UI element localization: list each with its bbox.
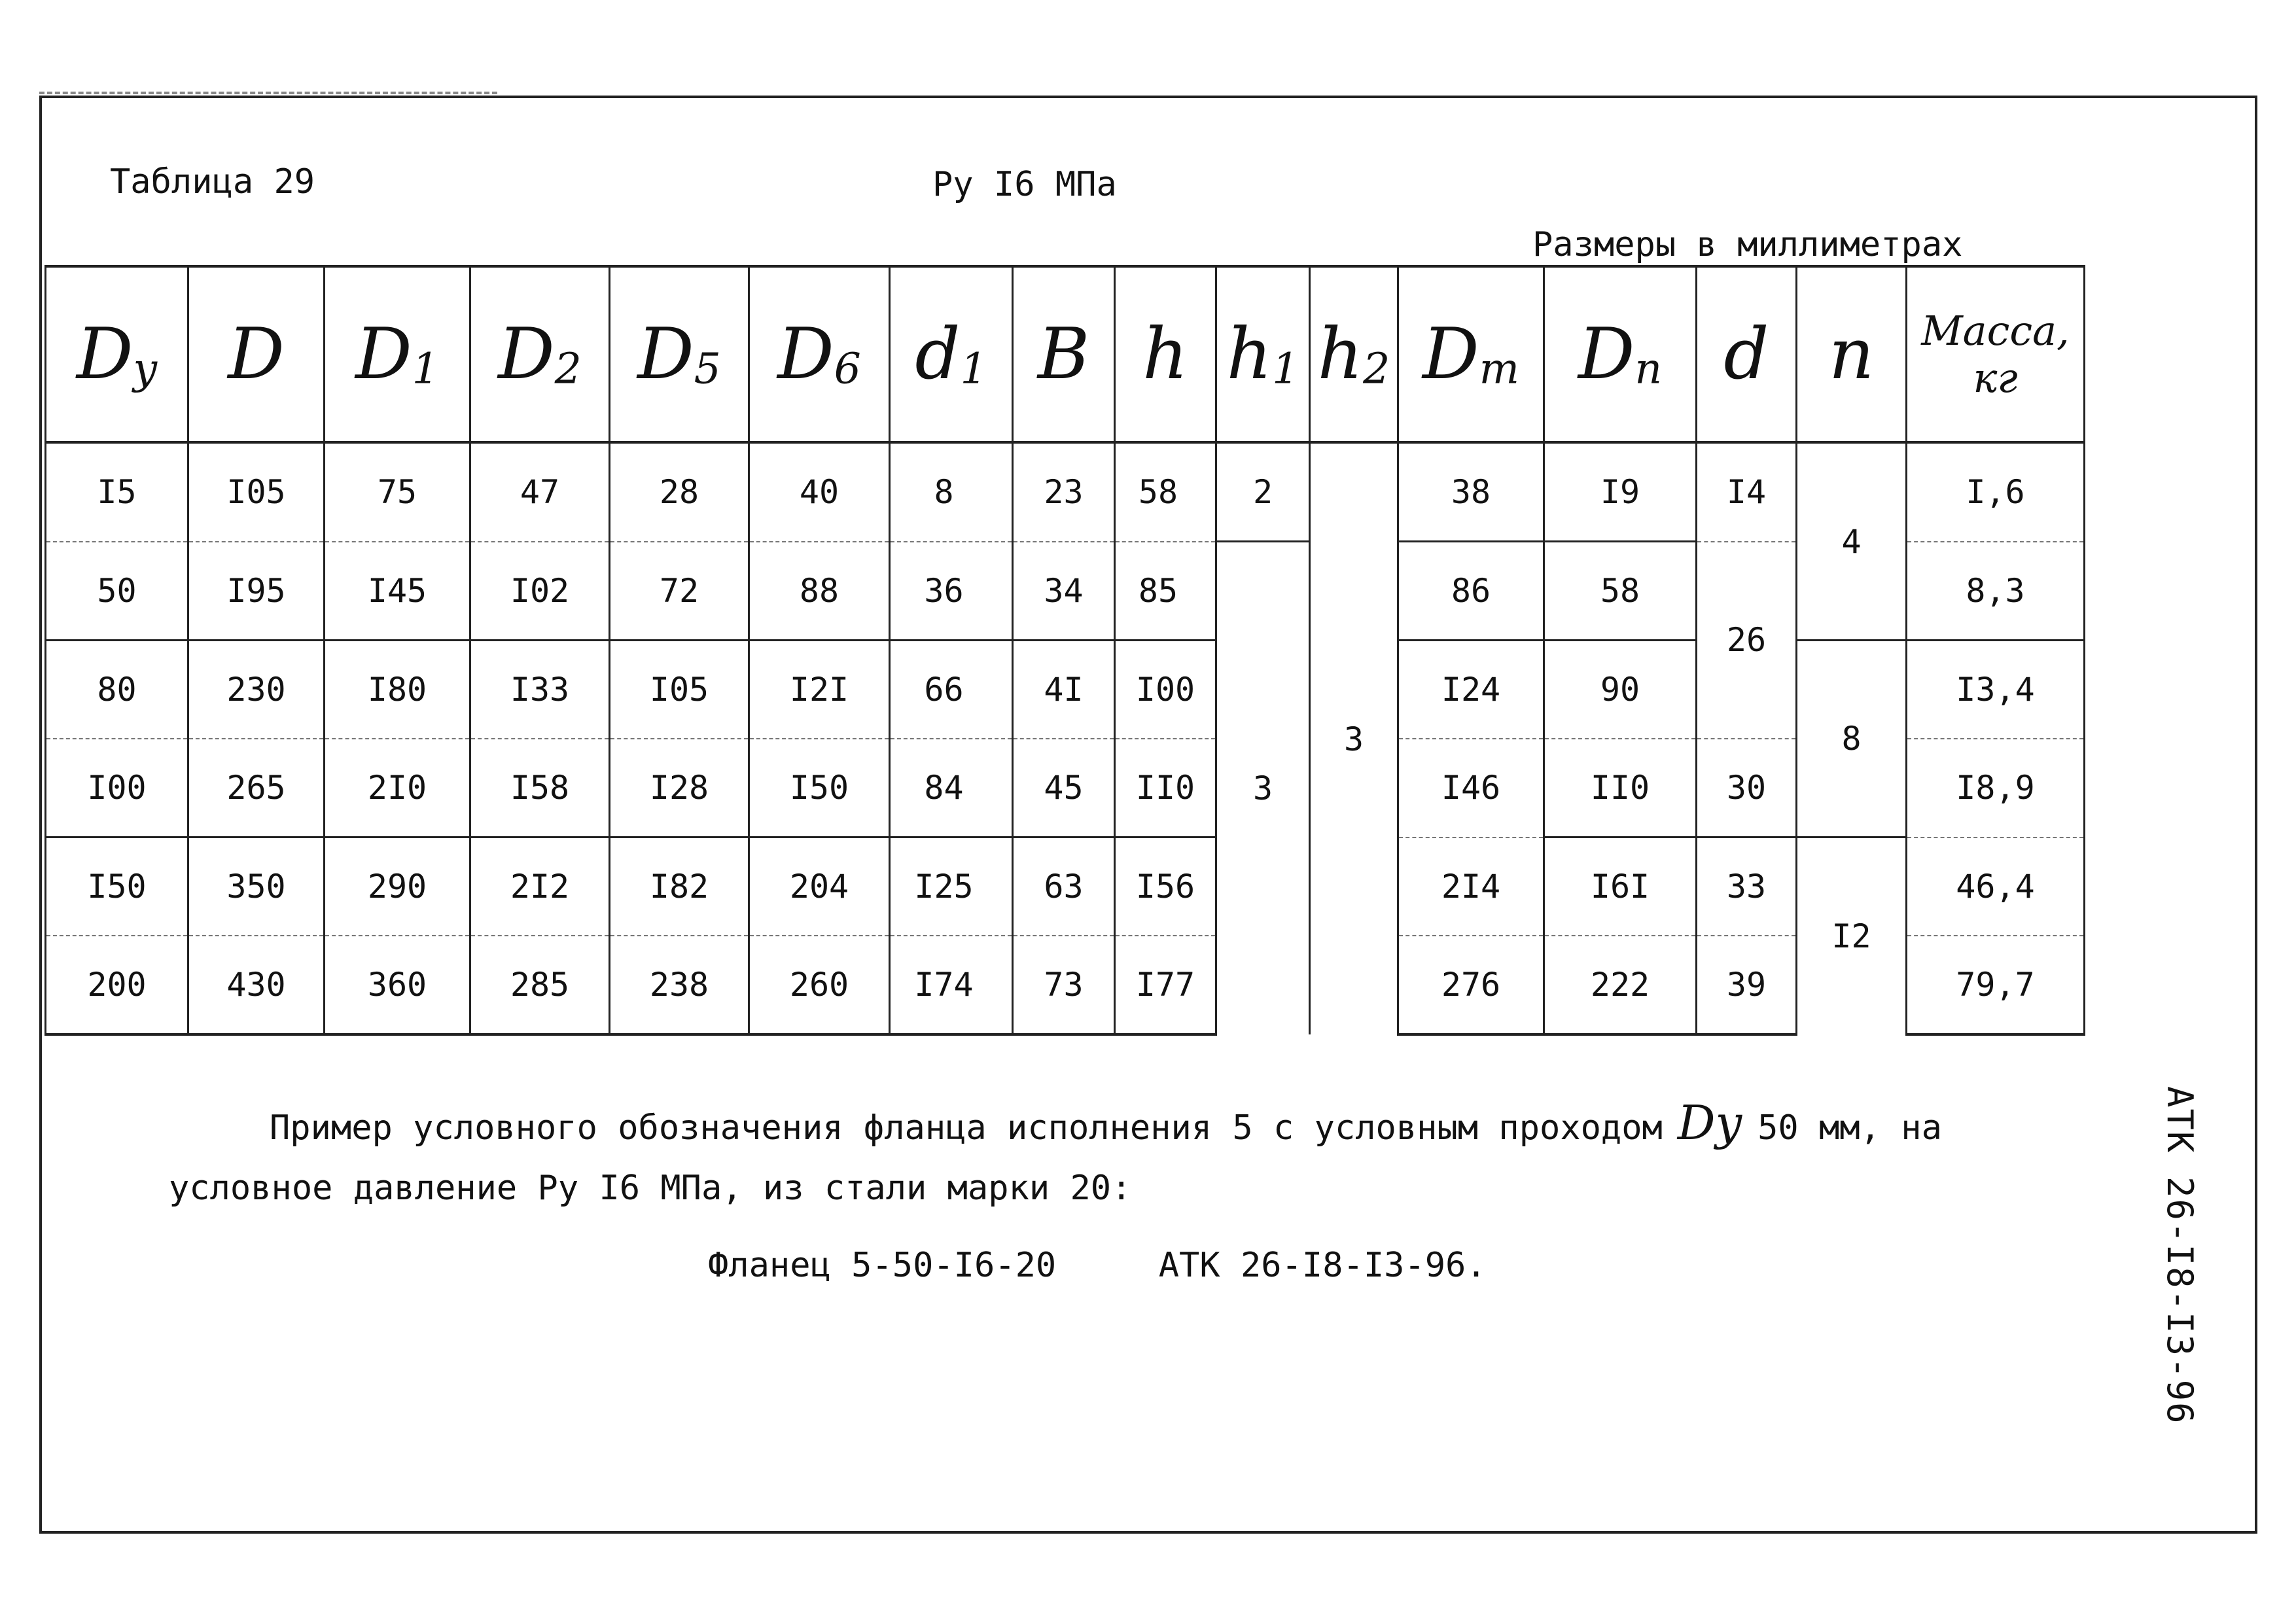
cell-h1-first: 2 — [1216, 442, 1310, 542]
col-header-d2: D2 — [470, 266, 610, 442]
cell-h: I77 — [1115, 936, 1216, 1034]
cell-small-d1: 36 — [890, 542, 1013, 641]
cell-small-d: I4 — [1697, 442, 1797, 542]
cell-dn: I9 — [1544, 442, 1697, 542]
cell-h2: 3 — [1310, 442, 1398, 1034]
cell-h: 58 — [1115, 442, 1216, 542]
table-label: Таблица 29 — [110, 162, 315, 202]
col-header-d5: D5 — [610, 266, 749, 442]
cell-dy: I5 — [46, 442, 188, 542]
table-row — [46, 936, 2085, 1034]
cell-b: 63 — [1013, 837, 1115, 936]
cell-d2: I33 — [470, 641, 610, 739]
cell-mass: 8,3 — [1907, 542, 2085, 641]
cell-mass: I3,4 — [1907, 641, 2085, 739]
cell-dm: I46 — [1398, 739, 1544, 837]
cell-small-d: 33 — [1697, 837, 1797, 936]
col-header-b: B — [1013, 266, 1115, 442]
col-header-small-d: d — [1697, 266, 1797, 442]
cell-small-d1: 8 — [890, 442, 1013, 542]
cell-dy: 80 — [46, 641, 188, 739]
flange-dimensions-table — [44, 265, 2085, 1036]
table-row — [46, 837, 2085, 936]
col-header-h: h — [1115, 266, 1216, 442]
cell-d1: 2I0 — [325, 739, 470, 837]
cell-small-d: 30 — [1697, 739, 1797, 837]
side-document-code: АТК 26-I8-I3-96 — [2159, 1086, 2200, 1425]
cell-d5: I82 — [610, 837, 749, 936]
cell-mass: I,6 — [1907, 442, 2085, 542]
cell-d: 265 — [188, 739, 325, 837]
cell-dm: 276 — [1398, 936, 1544, 1034]
cell-dn: 58 — [1544, 542, 1697, 641]
cell-small-d: 39 — [1697, 936, 1797, 1034]
cell-h: I00 — [1115, 641, 1216, 739]
cell-d2: 2I2 — [470, 837, 610, 936]
cell-d2: I58 — [470, 739, 610, 837]
col-header-h1: h1 — [1216, 266, 1310, 442]
cell-dn: 90 — [1544, 641, 1697, 739]
col-header-mass: Масса, кг — [1907, 266, 2085, 442]
cell-mass: I8,9 — [1907, 739, 2085, 837]
col-header-d6: D6 — [749, 266, 890, 442]
cell-dm: 86 — [1398, 542, 1544, 641]
cell-n-8: 8 — [1797, 641, 1907, 837]
cell-d: 350 — [188, 837, 325, 936]
col-header-d1: D1 — [325, 266, 470, 442]
cell-d5: I28 — [610, 739, 749, 837]
cell-h: 85 — [1115, 542, 1216, 641]
cell-d: I05 — [188, 442, 325, 542]
cell-d1: I45 — [325, 542, 470, 641]
col-header-dn: Dn — [1544, 266, 1697, 442]
cell-d6: I2I — [749, 641, 890, 739]
cell-d6: 260 — [749, 936, 890, 1034]
pressure-label: Ру I6 МПа — [932, 165, 1117, 204]
cell-d: 430 — [188, 936, 325, 1034]
units-label: Размеры в миллиметрах — [1532, 225, 1963, 264]
cell-d5: 238 — [610, 936, 749, 1034]
col-header-n: n — [1797, 266, 1907, 442]
cell-dy: 200 — [46, 936, 188, 1034]
col-header-dy: Dy — [46, 266, 188, 442]
cell-d6: 88 — [749, 542, 890, 641]
flange-designation: Фланец 5-50-I6-20 АТК 26-I8-I3-96. — [708, 1246, 1487, 1285]
cell-b: 34 — [1013, 542, 1115, 641]
cell-b: 23 — [1013, 442, 1115, 542]
cell-n-12: I2 — [1797, 837, 1907, 1035]
cell-mass: 79,7 — [1907, 936, 2085, 1034]
dy-symbol: Dу — [1662, 1095, 1758, 1150]
cell-b: 45 — [1013, 739, 1115, 837]
cell-d6: 40 — [749, 442, 890, 542]
table-row — [46, 739, 2085, 837]
col-header-h2: h2 — [1310, 266, 1398, 442]
cell-d1: 75 — [325, 442, 470, 542]
cell-d5: 72 — [610, 542, 749, 641]
cell-d: 230 — [188, 641, 325, 739]
cell-d2: 47 — [470, 442, 610, 542]
cell-d2: I02 — [470, 542, 610, 641]
cell-small-d1: I74 — [890, 936, 1013, 1034]
cell-d5: I05 — [610, 641, 749, 739]
cell-small-d1: 84 — [890, 739, 1013, 837]
example-line-1 — [270, 1095, 1942, 1150]
cell-d5: 28 — [610, 442, 749, 542]
example-line-2: условное давление Ру I6 МПа, из стали марки 20: — [169, 1169, 1132, 1208]
table-row — [46, 442, 2085, 542]
cell-dy: 50 — [46, 542, 188, 641]
cell-dn: II0 — [1544, 739, 1697, 837]
cell-h: I56 — [1115, 837, 1216, 936]
cell-small-d-26: 26 — [1697, 542, 1797, 739]
cell-d1: 290 — [325, 837, 470, 936]
table-row — [46, 542, 2085, 641]
cell-b: 4I — [1013, 641, 1115, 739]
cell-dn: 222 — [1544, 936, 1697, 1034]
cell-small-d1: 66 — [890, 641, 1013, 739]
cell-d: I95 — [188, 542, 325, 641]
cell-mass: 46,4 — [1907, 837, 2085, 936]
cell-d1: I80 — [325, 641, 470, 739]
cell-d1: 360 — [325, 936, 470, 1034]
cell-h1-rest: 3 — [1216, 542, 1310, 1035]
cell-dn: I6I — [1544, 837, 1697, 936]
cell-h: II0 — [1115, 739, 1216, 837]
cell-dm: 38 — [1398, 442, 1544, 542]
cell-d2: 285 — [470, 936, 610, 1034]
table-header-row — [46, 266, 2085, 442]
example-line-1-text: Пример условного обозначения фланца исполнения 5 с условным проходом — [270, 1108, 1663, 1148]
cell-d6: 204 — [749, 837, 890, 936]
col-header-small-d1: d1 — [890, 266, 1013, 442]
cell-dy: I00 — [46, 739, 188, 837]
cell-dy: I50 — [46, 837, 188, 936]
cell-n-4: 4 — [1797, 442, 1907, 641]
cell-d6: I50 — [749, 739, 890, 837]
cell-dm: 2I4 — [1398, 837, 1544, 936]
col-header-d: D — [188, 266, 325, 442]
example-line-1-tail: 50 мм, на — [1757, 1108, 1942, 1148]
cell-dm: I24 — [1398, 641, 1544, 739]
col-header-dm: Dm — [1398, 266, 1544, 442]
cell-b: 73 — [1013, 936, 1115, 1034]
cell-small-d1: I25 — [890, 837, 1013, 936]
